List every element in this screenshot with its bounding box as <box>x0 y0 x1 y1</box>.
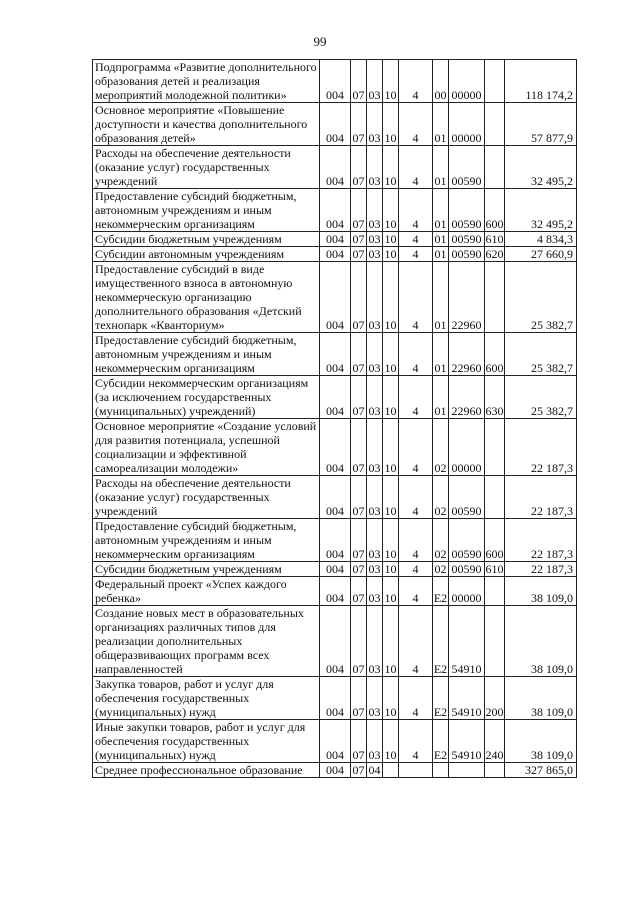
code-vr-cell: 610 <box>485 232 504 246</box>
amount-cell: 25 382,7 <box>505 333 577 376</box>
code-csr-subprogram-cell: 4 <box>399 103 433 146</box>
code-csr-subprogram-cell <box>399 763 433 778</box>
code-csr-direction-cell: 00000 <box>449 103 485 146</box>
code-ved-cell: 004 <box>320 763 351 778</box>
amount-cell: 25 382,7 <box>505 262 577 333</box>
code-csr-event-cell: 01 <box>433 262 449 333</box>
code-csr-subprogram-cell: 4 <box>399 376 433 419</box>
row-name-cell: Субсидии автономным учреждениям <box>93 247 320 262</box>
code-csr-program-cell: 10 <box>383 189 399 232</box>
table-row <box>93 562 577 577</box>
code-rz-cell: 07 <box>351 677 367 720</box>
code-pr-cell: 03 <box>368 562 381 576</box>
code-pr-cell: 03 <box>367 262 383 333</box>
code-csr-event-cell: 01 <box>433 146 449 189</box>
code-ved-cell: 004 <box>320 232 351 247</box>
code-pr-cell: 03 <box>367 189 383 232</box>
table-row <box>93 376 577 419</box>
code-pr-cell: 03 <box>368 232 381 246</box>
code-csr-subprogram-cell: 4 <box>399 677 433 720</box>
code-csr-subprogram-cell: 4 <box>399 577 433 606</box>
code-ved-cell: 004 <box>320 720 351 763</box>
code-csr-program-cell <box>383 763 399 778</box>
amount-cell: 38 109,0 <box>505 720 577 763</box>
code-pr-cell: 03 <box>367 419 383 476</box>
code-ved-cell: 004 <box>320 476 351 519</box>
amount-cell: 38 109,0 <box>505 677 577 720</box>
amount-cell: 25 382,7 <box>505 376 577 419</box>
table-row <box>93 232 577 247</box>
row-name-cell: Расходы на обеспечение деятельности (оказание услуг) государственных учреждений <box>93 146 320 189</box>
code-vr-cell: 630 <box>485 376 505 419</box>
code-csr-subprogram-cell: 4 <box>399 419 433 476</box>
amount-cell: 27 660,9 <box>505 247 577 262</box>
code-csr-direction-cell: 00000 <box>449 577 485 606</box>
code-vr-cell <box>485 146 505 189</box>
code-csr-event-cell: 01 <box>434 232 447 246</box>
code-vr-cell: 600 <box>485 333 505 376</box>
code-vr-cell <box>485 763 505 778</box>
code-ved-cell: 004 <box>320 677 351 720</box>
code-csr-direction-cell: 54910 <box>449 606 485 677</box>
code-csr-program-cell: 10 <box>383 519 399 562</box>
code-csr-event-cell: 01 <box>433 189 449 232</box>
amount-cell: 118 174,2 <box>505 60 577 103</box>
amount-cell: 57 877,9 <box>505 103 577 146</box>
code-ved-cell: 004 <box>320 419 351 476</box>
code-ved-cell: 004 <box>320 562 351 577</box>
amount-cell: 38 109,0 <box>505 606 577 677</box>
code-csr-event-cell: 01 <box>433 333 449 376</box>
code-rz-cell: 07 <box>351 333 367 376</box>
code-csr-program-cell: 10 <box>383 677 399 720</box>
code-vr-cell: 240 <box>485 720 505 763</box>
code-csr-event-cell: E2 <box>433 677 449 720</box>
code-csr-direction-cell: 00590 <box>449 189 485 232</box>
table-row <box>93 333 577 376</box>
code-pr-cell: 03 <box>367 720 383 763</box>
code-csr-subprogram-cell: 4 <box>399 476 433 519</box>
code-ved-cell: 004 <box>320 577 351 606</box>
code-csr-direction-cell: 22960 <box>449 333 485 376</box>
code-csr-event-cell: 02 <box>433 519 449 562</box>
row-name-cell: Подпрограмма «Развитие дополнительного образования детей и реализация мероприятий молодежной политики» <box>93 60 320 103</box>
code-rz-cell: 07 <box>351 262 367 333</box>
code-rz-cell: 07 <box>351 189 367 232</box>
code-pr-cell: 03 <box>368 247 381 261</box>
code-rz-cell: 07 <box>351 376 367 419</box>
code-csr-program-cell: 10 <box>384 232 397 246</box>
table-row <box>93 247 577 262</box>
row-name-cell: Закупка товаров, работ и услуг для обеспечения государственных (муниципальных) нужд <box>93 677 320 720</box>
code-rz-cell: 07 <box>351 720 367 763</box>
code-csr-program-cell: 10 <box>383 720 399 763</box>
code-rz-cell: 07 <box>351 577 367 606</box>
row-name-cell: Основное мероприятие «Создание условий для развития потенциала, успешной социализации и эффективной самореализации молодежи» <box>93 419 320 476</box>
row-name-cell: Основное мероприятие «Повышение доступности и качества дополнительного образования детей» <box>93 103 320 146</box>
code-csr-event-cell: 01 <box>433 376 449 419</box>
code-pr-cell: 03 <box>367 677 383 720</box>
code-csr-direction-cell: 54910 <box>449 720 485 763</box>
code-ved-cell: 004 <box>320 103 351 146</box>
code-csr-direction-cell: 00590 <box>449 476 485 519</box>
code-rz-cell: 07 <box>351 419 367 476</box>
code-ved-cell: 004 <box>320 376 351 419</box>
code-rz-cell: 07 <box>351 606 367 677</box>
code-vr-cell <box>485 577 505 606</box>
code-csr-direction-cell: 00590 <box>449 146 485 189</box>
code-rz-cell: 07 <box>351 146 367 189</box>
code-csr-direction-cell: 00000 <box>449 419 485 476</box>
row-name-cell: Субсидии некоммерческим организациям (за исключением государственных (муниципальных) учреждений) <box>93 376 320 419</box>
code-csr-event-cell: E2 <box>433 577 449 606</box>
code-ved-cell: 004 <box>320 262 351 333</box>
table-row <box>93 419 577 476</box>
row-name-cell: Предоставление субсидий бюджетным, автономным учреждениям и иным некоммерческим организациям <box>93 333 320 376</box>
code-csr-direction-cell: 00000 <box>449 60 485 103</box>
code-rz-cell: 07 <box>351 476 367 519</box>
table-row <box>93 606 577 677</box>
code-csr-program-cell: 10 <box>383 103 399 146</box>
code-pr-cell: 03 <box>367 476 383 519</box>
table-row <box>93 577 577 606</box>
code-vr-cell <box>485 606 505 677</box>
code-rz-cell: 07 <box>351 60 367 103</box>
code-pr-cell: 04 <box>368 763 381 777</box>
code-csr-direction-cell: 00590 <box>449 247 485 262</box>
code-csr-event-cell: 01 <box>434 247 447 261</box>
code-ved-cell: 004 <box>320 60 351 103</box>
code-csr-subprogram-cell: 4 <box>399 146 433 189</box>
row-name-cell: Федеральный проект «Успех каждого ребенка» <box>93 577 320 606</box>
code-rz-cell: 07 <box>351 103 367 146</box>
code-csr-event-cell: 02 <box>434 562 447 576</box>
amount-cell: 22 187,3 <box>505 562 577 577</box>
row-name-cell: Среднее профессиональное образование <box>93 763 320 778</box>
code-csr-program-cell: 10 <box>383 577 399 606</box>
code-pr-cell: 03 <box>367 146 383 189</box>
table-row <box>93 720 577 763</box>
code-rz-cell: 07 <box>352 763 365 777</box>
code-csr-direction-cell: 00590 <box>449 519 485 562</box>
row-name-cell: Создание новых мест в образовательных организациях различных типов для реализации дополнительных общеразвивающих программ всех направленностей <box>93 606 320 677</box>
code-csr-program-cell: 10 <box>383 60 399 103</box>
amount-cell: 38 109,0 <box>505 577 577 606</box>
code-csr-program-cell: 10 <box>383 262 399 333</box>
table-row <box>93 189 577 232</box>
table-row <box>93 262 577 333</box>
code-csr-direction-cell: 54910 <box>449 677 485 720</box>
row-name-cell: Предоставление субсидий в виде имущественного взноса в автономную некоммерческую организацию дополнительного образования «Детский технопарк «Кванториум» <box>93 262 320 333</box>
code-pr-cell: 03 <box>367 103 383 146</box>
table-row <box>93 476 577 519</box>
code-rz-cell: 07 <box>352 247 365 261</box>
code-pr-cell: 03 <box>367 333 383 376</box>
amount-cell: 32 495,2 <box>505 189 577 232</box>
table-row <box>93 519 577 562</box>
code-pr-cell: 03 <box>367 60 383 103</box>
code-csr-subprogram-cell: 4 <box>399 262 433 333</box>
amount-cell: 22 187,3 <box>505 476 577 519</box>
code-pr-cell: 03 <box>367 519 383 562</box>
code-vr-cell: 200 <box>485 677 505 720</box>
code-csr-program-cell: 10 <box>384 247 397 261</box>
code-csr-event-cell: 00 <box>433 60 449 103</box>
code-vr-cell <box>485 103 505 146</box>
code-csr-direction-cell: 22960 <box>449 262 485 333</box>
row-name-cell: Иные закупки товаров, работ и услуг для обеспечения государственных (муниципальных) нужд <box>93 720 320 763</box>
code-ved-cell: 004 <box>320 333 351 376</box>
amount-cell: 22 187,3 <box>505 419 577 476</box>
code-csr-program-cell: 10 <box>383 606 399 677</box>
code-vr-cell <box>485 476 505 519</box>
code-csr-program-cell: 10 <box>383 146 399 189</box>
code-ved-cell: 004 <box>320 606 351 677</box>
code-csr-event-cell: 02 <box>433 419 449 476</box>
page-number: 99 <box>313 34 327 49</box>
amount-cell: 32 495,2 <box>505 146 577 189</box>
code-csr-direction-cell: 22960 <box>449 376 485 419</box>
budget-table <box>92 59 577 778</box>
table-row <box>93 763 577 778</box>
code-csr-subprogram-cell: 4 <box>399 333 433 376</box>
amount-cell: 327 865,0 <box>505 763 577 778</box>
row-name-cell: Расходы на обеспечение деятельности (оказание услуг) государственных учреждений <box>93 476 320 519</box>
row-name-cell: Предоставление субсидий бюджетным, автономным учреждениям и иным некоммерческим организациям <box>93 189 320 232</box>
code-csr-direction-cell: 00590 <box>449 562 485 577</box>
code-rz-cell: 07 <box>351 519 367 562</box>
code-csr-direction-cell <box>449 763 485 778</box>
code-vr-cell: 610 <box>485 562 504 576</box>
code-vr-cell: 600 <box>485 519 505 562</box>
code-vr-cell: 620 <box>485 247 504 261</box>
code-vr-cell <box>485 60 505 103</box>
code-ved-cell: 004 <box>320 247 351 262</box>
code-csr-program-cell: 10 <box>383 476 399 519</box>
code-csr-program-cell: 10 <box>384 562 397 576</box>
code-csr-event-cell: 02 <box>433 476 449 519</box>
code-csr-subprogram-cell: 4 <box>399 519 433 562</box>
code-csr-event-cell: E2 <box>433 606 449 677</box>
code-csr-subprogram-cell: 4 <box>399 247 433 262</box>
code-csr-event-cell: 01 <box>433 103 449 146</box>
code-csr-subprogram-cell: 4 <box>399 189 433 232</box>
code-csr-program-cell: 10 <box>383 419 399 476</box>
amount-cell: 4 834,3 <box>505 232 577 247</box>
code-ved-cell: 004 <box>320 146 351 189</box>
code-vr-cell: 600 <box>485 189 505 232</box>
code-csr-program-cell: 10 <box>383 376 399 419</box>
code-csr-program-cell: 10 <box>383 333 399 376</box>
code-csr-subprogram-cell: 4 <box>399 232 433 247</box>
row-name-cell: Субсидии бюджетным учреждениям <box>93 562 320 577</box>
code-csr-subprogram-cell: 4 <box>399 606 433 677</box>
code-csr-direction-cell: 00590 <box>449 232 485 247</box>
code-pr-cell: 03 <box>367 606 383 677</box>
code-vr-cell <box>485 262 505 333</box>
code-csr-subprogram-cell: 4 <box>399 60 433 103</box>
table-row <box>93 60 577 103</box>
code-csr-subprogram-cell: 4 <box>399 562 433 577</box>
code-rz-cell: 07 <box>352 562 365 576</box>
code-csr-subprogram-cell: 4 <box>399 720 433 763</box>
table-row <box>93 677 577 720</box>
code-ved-cell: 004 <box>320 189 351 232</box>
code-rz-cell: 07 <box>352 232 365 246</box>
code-ved-cell: 004 <box>320 519 351 562</box>
table-row <box>93 103 577 146</box>
table-row <box>93 146 577 189</box>
row-name-cell: Предоставление субсидий бюджетным, автономным учреждениям и иным некоммерческим организациям <box>93 519 320 562</box>
code-csr-event-cell <box>433 763 449 778</box>
code-pr-cell: 03 <box>367 376 383 419</box>
amount-cell: 22 187,3 <box>505 519 577 562</box>
code-vr-cell <box>485 419 505 476</box>
code-pr-cell: 03 <box>367 577 383 606</box>
row-name-cell: Субсидии бюджетным учреждениям <box>93 232 320 247</box>
code-csr-event-cell: E2 <box>433 720 449 763</box>
